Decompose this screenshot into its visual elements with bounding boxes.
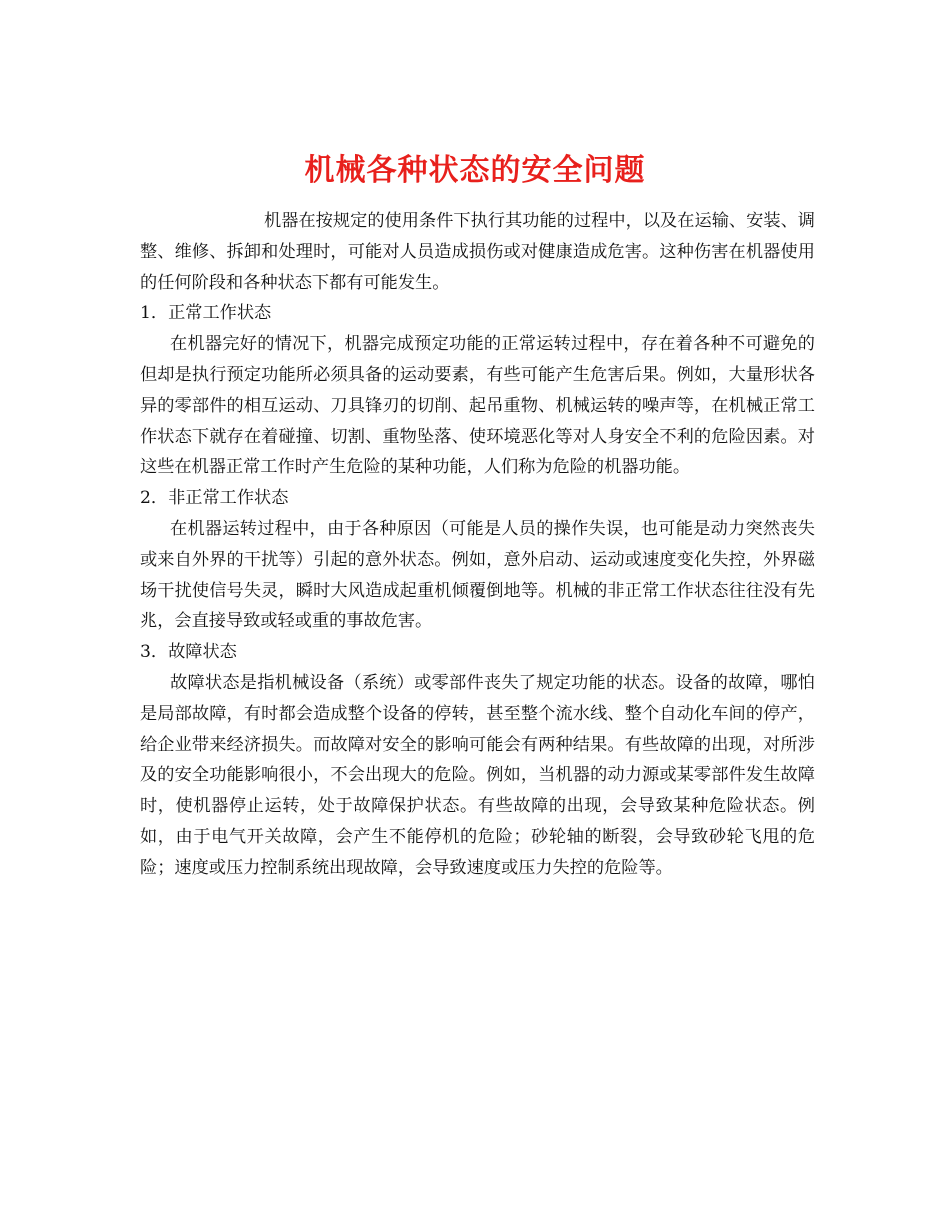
intro-paragraph: 机器在按规定的使用条件下执行其功能的过程中，以及在运输、安装、调整、维修、拆卸和处理时，可能对人员造成损伤或对健康造成危害。这种伤害在机器使用的任何阶段和各种状态下都有可能发生。 bbox=[140, 211, 815, 293]
section-heading-normal: 1．正常工作状态 bbox=[140, 303, 272, 324]
section-body-normal: 在机器完好的情况下，机器完成预定功能的正常运转过程中，存在着各种不可避免的但却是执行预定功能所必须具备的运动要素，有些可能产生危害后果。例如，大量形状各异的零部件的相互运动、刀具锋刃的切削、起吊重物、机械运转的噪声等，在机械正常工作状态下就存在着碰撞、切割、重物坠落、使环境恶化等对人身安全不利的危险因素。对这些在机器正常工作时产生危险的某种功能，人们称为危险的机器功能。 bbox=[140, 334, 815, 478]
section-body-abnormal: 在机器运转过程中，由于各种原因（可能是人员的操作失误，也可能是动力突然丧失或来自外界的干扰等）引起的意外状态。例如，意外启动、运动或速度变化失控，外界磁场干扰使信号失灵，瞬时大风造成起重机倾覆倒地等。机械的非正常工作状态往往没有先兆，会直接导致或轻或重的事故危害。 bbox=[140, 518, 815, 632]
section-heading-fault: 3．故障状态 bbox=[140, 642, 237, 663]
section-heading-abnormal: 2．非正常工作状态 bbox=[140, 488, 289, 509]
section-body-fault: 故障状态是指机械设备（系统）或零部件丧失了规定功能的状态。设备的故障，哪怕是局部故障，有时都会造成整个设备的停转，甚至整个流水线、整个自动化车间的停产，给企业带来经济损失。而故障对安全的影响可能会有两种结果。有些故障的出现，对所涉及的安全功能影响很小，不会出现大的危险。例如，当机器的动力源或某零部件发生故障时，使机器停止运转，处于故障保护状态。有些故障的出现，会导致某种危险状态。例如，由于电气开关故障，会产生不能停机的危险；砂轮轴的断裂，会导致砂轮飞甩的危险；速度或压力控制系统出现故障，会导致速度或压力失控的危险等。 bbox=[140, 672, 815, 878]
page-title: 机械各种状态的安全问题 bbox=[304, 153, 646, 189]
document-body bbox=[140, 206, 815, 884]
